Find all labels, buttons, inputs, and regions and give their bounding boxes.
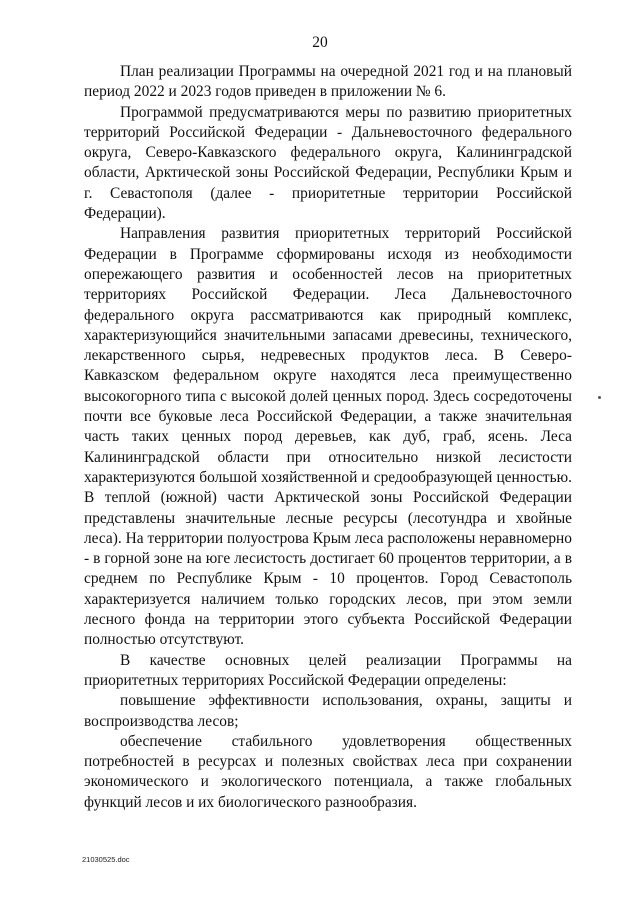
paragraph-priority-territories: Программой предусматриваются меры по развитию приоритетных территорий Российской Федерации - Дальневосточного федерального округа, Северо-Кавказского федерального округа, Калининградской области, Арктической зоны Российской Федерации, Республики Крым и г. Севастополя (далее - приоритетные территории Российской Федерации).: [84, 103, 572, 223]
paragraph-development-directions: Направления развития приоритетных территорий Российской Федерации в Программе сформированы исходя из необходимости опережающего развития и особенностей лесов на приоритетных территориях Российской Федерации. Леса Дальневосточного федерального округа рассматриваются как природный комплекс, характеризующийся значительными запасами древесины, технического, лекарственного сырья, недревесных продуктов леса. В Северо-Кавказском федеральном округе находятся леса преимущественно высокогорного типа с высокой долей ценных пород. Здесь сосредоточены почти все буковые леса Российской Федерации, а также значительная часть таких ценных пород деревьев, как дуб, граб, ясень. Леса Калининградской области при относительно низкой лесистости характеризуются большой хозяйственной и средообразующей ценностью. В теплой (южной) части Арктической зоны Российской Федерации представлены значительные лесные ресурсы (лесотундра и хвойные леса). На территории полуострова Крым леса расположены неравномерно - в горной зоне на юге лесистость достигает 60 процентов территории, а в среднем по Республике Крым - 10 процентов. Город Севастополь характеризуется наличием только городских лесов, при этом земли лесного фонда на территории этого субъекта Российской Федерации полностью отсутствуют.: [84, 225, 572, 649]
page-number: 20: [312, 34, 328, 51]
paragraph-goal-efficiency: повышение эффективности использования, охраны, защиты и воспроизводства лесов;: [84, 692, 572, 730]
scan-dot: [598, 396, 601, 399]
paragraph-plan: План реализации Программы на очередной 2021 год и на плановый период 2022 и 2023 годов приведен в приложении № 6.: [84, 63, 572, 101]
footer-file-code: 21030525.doc: [82, 855, 130, 864]
paragraph-goal-needs: обеспечение стабильного удовлетворения общественных потребностей в ресурсах и полезных свойствах леса при сохранении экономического и экологического потенциала, а также глобальных функций лесов и их биологического разнообразия.: [84, 732, 572, 811]
paragraph-goals-intro: В качестве основных целей реализации Программы на приоритетных территориях Российской Федерации определены:: [84, 651, 572, 689]
document-body: [84, 62, 572, 813]
